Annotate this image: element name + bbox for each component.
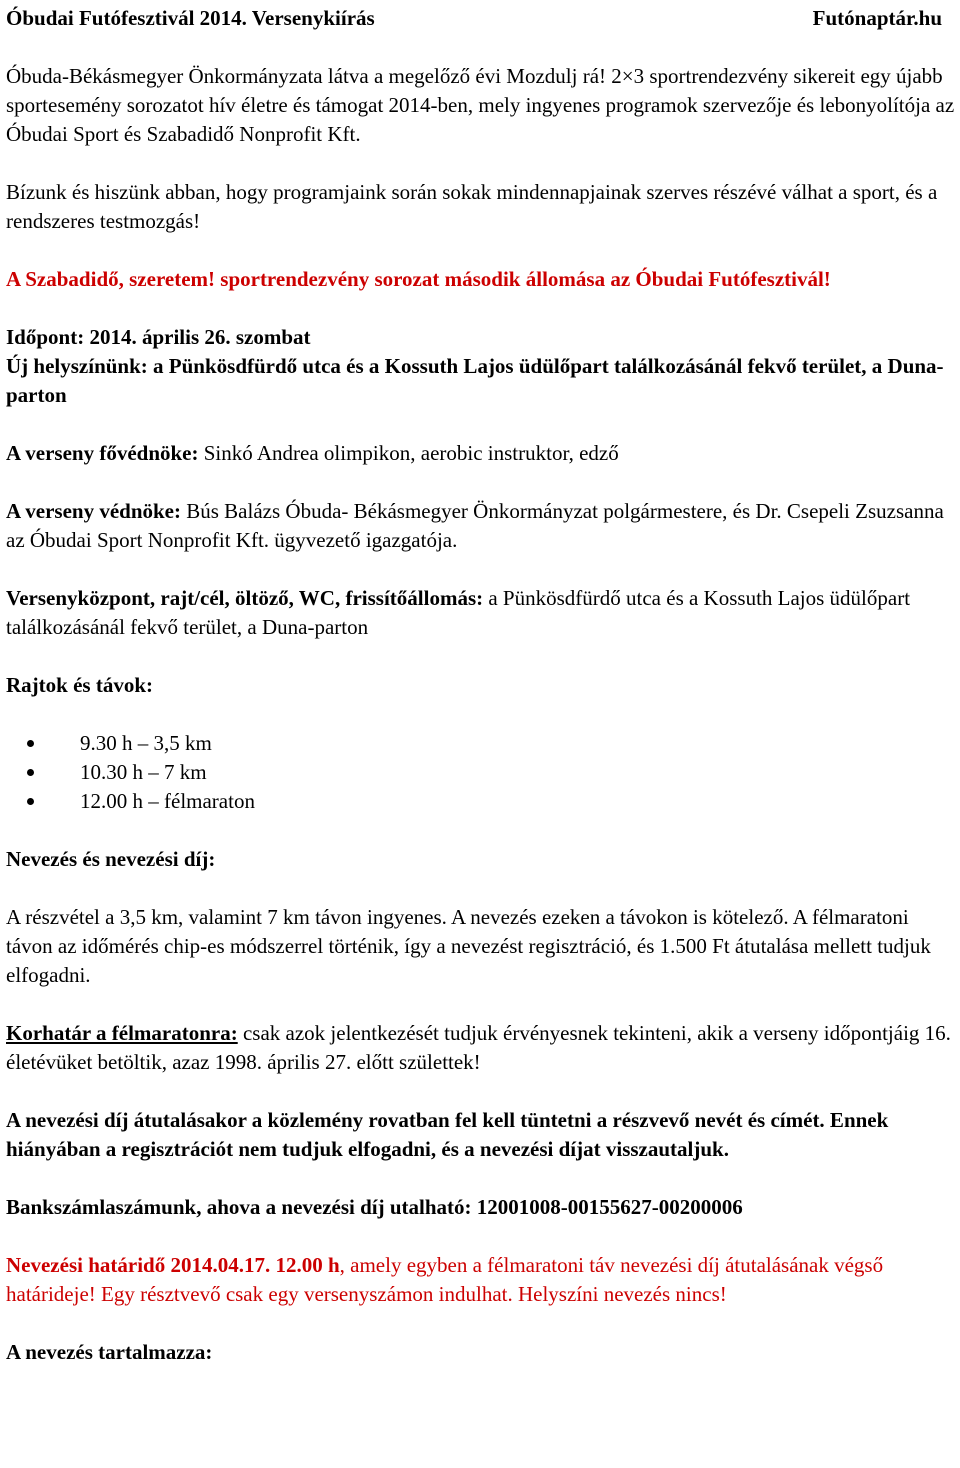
bullet-icon xyxy=(27,769,34,776)
deadline-label: Nevezési határidő 2014.04.17. 12.00 h xyxy=(6,1253,340,1277)
document-title: Óbudai Futófesztivál 2014. Versenykiírás xyxy=(6,6,375,30)
payment-notice: A nevezési díj átutalásakor a közlemény rovatban fel kell tüntetni a részvevő nevét és címét. Ennek hiányában a regisztrációt nem tudjuk elfogadni, és a nevezési díjat visszautaljuk. xyxy=(6,1108,889,1161)
entry-heading: Nevezés és nevezési díj: xyxy=(6,847,216,871)
deadline-line xyxy=(6,1251,956,1309)
intro-paragraph-2: Bízunk és hiszünk abban, hogy programjaink során sokak mindennapjainak szerves részévé válhat a sport, és a rendszeres testmozgás! xyxy=(6,180,938,233)
bullet-icon xyxy=(27,740,34,747)
deadline-value: , amely egyben a félmaratoni táv nevezési díj átutalásának végső határideje! Egy résztvevő csak egy versenyszámon indulhat. Helyszíni nevezés nincs! xyxy=(6,1253,884,1306)
event-date-label: Időpont: 2014. április 26. xyxy=(6,325,231,349)
race-center-label: Versenyközpont, rajt/cél, öltöző, WC, frissítőállomás: xyxy=(6,586,484,610)
age-limit-line xyxy=(6,1019,956,1077)
document-header xyxy=(6,4,956,33)
series-name: A Szabadidő, szeretem! xyxy=(6,267,216,291)
list-item xyxy=(6,787,956,816)
age-limit-label: Korhatár a félmaratonra: xyxy=(6,1021,238,1045)
sponsor-line xyxy=(6,497,956,555)
sponsor-value: Bús Balázs Óbuda- Békásmegyer Önkormányzat polgármestere, és Dr. Csepeli Zsuzsanna az Óbudai Sport Nonprofit Kft. ügyvezető igazgatója. xyxy=(6,499,944,552)
start-item-text: 12.00 h – félmaraton xyxy=(80,789,255,813)
document-page xyxy=(6,4,956,1367)
patron-label: A verseny fővédnöke: xyxy=(6,441,199,465)
bank-account: Bankszámlaszámunk, ahova a nevezési díj utalható: 12001008-00155627-00200006 xyxy=(6,1195,743,1219)
event-venue: Új helyszínünk: a Pünkösdfürdő utca és a Kossuth Lajos üdülőpart találkozásánál fekvő terület, a Duna-parton xyxy=(6,354,944,407)
series-announcement xyxy=(6,265,956,294)
age-limit-value: csak azok jelentkezését tudjuk érvényesnek tekinteni, akik a verseny időpontjáig 16. életévüket betöltik, azaz 1998. április 27. előtt születtek! xyxy=(6,1021,951,1074)
sponsor-label: A verseny védnöke: xyxy=(6,499,181,523)
race-center-value: a Pünkösdfürdő utca és a Kossuth Lajos üdülőpart találkozásánál fekvő terület, a Duna-parton xyxy=(6,586,911,639)
intro-paragraph: Óbuda-Békásmegyer Önkormányzata látva a megelőző évi Mozdulj rá! 2×3 sportrendezvény sikereit egy újabb sportesemény sorozatot hív életre és támogat 2014-ben, mely ingyenes programok szervezője és lebonyolítója az Óbudai Sport és Szabadidő Nonprofit Kft. xyxy=(6,64,955,146)
patron-value: Sinkó Andrea olimpikon, aerobic instruktor, edző xyxy=(198,441,619,465)
starts-list xyxy=(6,729,956,816)
patron-line xyxy=(6,439,956,468)
list-item xyxy=(6,758,956,787)
race-center-line xyxy=(6,584,956,642)
starts-heading: Rajtok és távok: xyxy=(6,673,153,697)
list-item xyxy=(6,729,956,758)
site-name: Futónaptár.hu xyxy=(812,6,942,30)
entry-paragraph: A részvétel a 3,5 km, valamint 7 km távon ingyenes. A nevezés ezeken a távokon is kötelező. A félmaratoni távon az időmérés chip-es módszerrel történik, így a nevezést regisztráció, és 1.500 Ft átutalása mellett tudjuk elfogadni. xyxy=(6,905,931,987)
start-item-text: 9.30 h – 3,5 km xyxy=(80,731,212,755)
bullet-icon xyxy=(27,798,34,805)
event-date-day: szombat xyxy=(230,325,311,349)
start-item-text: 10.30 h – 7 km xyxy=(80,760,207,784)
event-date xyxy=(6,323,956,352)
series-text: sportrendezvény sorozat második állomása az Óbudai Futófesztivál! xyxy=(215,267,831,291)
entry-contents-heading: A nevezés tartalmazza: xyxy=(6,1340,213,1364)
